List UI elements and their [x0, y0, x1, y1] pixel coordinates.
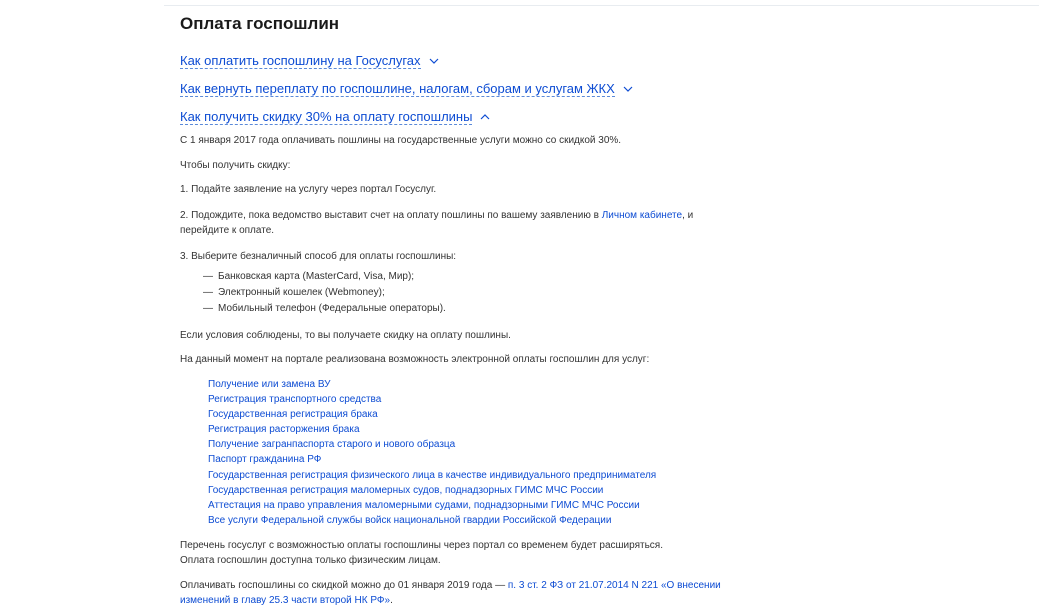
dash-marker: — — [203, 303, 213, 314]
personal-cabinet-link[interactable]: Личном кабинете — [601, 210, 683, 221]
payment-method-label: Банковская карта (MasterCard, Visa, Мир); — [218, 271, 415, 282]
step-1: 1. Подайте заявление на услугу через портал Госуслуг. — [180, 184, 437, 195]
service-link[interactable]: Регистрация расторжения брака — [208, 424, 360, 436]
page-title: Оплата госпошлин — [180, 14, 340, 33]
step-2-text-end: , и перейдите к оплате. — [180, 210, 694, 236]
step-2-text: 2. Подождите, пока ведомство выставит счет на оплату пошлины по вашему заявлению в — [180, 210, 602, 221]
step-3: 3. Выберите безналичный способ для оплаты госпошлины: — [180, 251, 457, 262]
how-to-get-text: Чтобы получить скидку: — [180, 160, 291, 171]
service-link[interactable]: Паспорт гражданина РФ — [208, 454, 322, 466]
deadline-text-end: . — [390, 595, 393, 606]
payment-method-item — [203, 269, 414, 284]
chevron-down-icon — [622, 83, 634, 95]
payment-method-item — [203, 285, 385, 300]
service-link[interactable]: Аттестация на право управления маломерными судами, поднадзорными ГИМС МЧС России — [208, 499, 640, 511]
accordion-label: Как получить скидку 30% на оплату госпошлины — [180, 109, 473, 124]
payment-method-item — [203, 301, 446, 316]
step-2 — [180, 208, 728, 238]
dash-marker: — — [203, 287, 213, 298]
service-link[interactable]: Получение загранпаспорта старого и нового образца — [208, 439, 456, 451]
service-link[interactable]: Государственная регистрация брака — [208, 409, 378, 421]
top-divider — [164, 5, 1039, 6]
payment-method-label: Электронный кошелек (Webmoney); — [218, 287, 385, 298]
conditions-text: Если условия соблюдены, то вы получаете скидку на оплату пошлины. — [180, 330, 511, 341]
accordion-label: Как вернуть переплату по госпошлине, налогам, сборам и услугам ЖКХ — [180, 81, 615, 96]
law-link[interactable]: п. 3 ст. 2 ФЗ от 21.07.2014 N 221 «О внесении изменений в главу 25.3 части второй НК РФ» — [180, 580, 721, 606]
intro-text: С 1 января 2017 года оплачивать пошлины на государственные услуги можно со скидкой 30%. — [180, 135, 622, 146]
service-link[interactable]: Государственная регистрация маломерных судов, поднадзорных ГИМС МЧС России — [208, 484, 604, 496]
accordion-refund[interactable] — [180, 81, 634, 97]
service-link[interactable]: Все услуги Федеральной службы войск национальной гвардии Российской Федерации — [208, 514, 612, 526]
accordion-how-to-pay[interactable] — [180, 53, 440, 69]
services-list — [208, 377, 656, 528]
payment-method-label: Мобильный телефон (Федеральные операторы). — [218, 303, 446, 314]
accordion-label: Как оплатить госпошлину на Госуслугах — [180, 53, 421, 68]
chevron-up-icon — [479, 111, 491, 123]
service-link[interactable]: Государственная регистрация физического лица в качестве индивидуального предпринимателя — [208, 469, 657, 481]
accordion-discount[interactable] — [180, 109, 491, 125]
service-link[interactable]: Получение или замена ВУ — [208, 379, 331, 390]
deadline-text-start: Оплачивать госпошлины со скидкой можно до 01 января 2019 года — — [180, 580, 508, 591]
dash-marker: — — [203, 271, 213, 282]
deadline-text — [180, 578, 728, 608]
chevron-down-icon — [428, 55, 440, 67]
service-link[interactable]: Регистрация транспортного средства — [208, 394, 382, 406]
individuals-only-text: Оплата госпошлин доступна только физическим лицам. — [180, 555, 441, 566]
list-expansion-text: Перечень госуслуг с возможностью оплаты госпошлины через портал со временем будет расширяться. — [180, 540, 663, 551]
services-intro-text: На данный момент на портале реализована возможность электронной оплаты госпошлин для услуг: — [180, 354, 650, 365]
